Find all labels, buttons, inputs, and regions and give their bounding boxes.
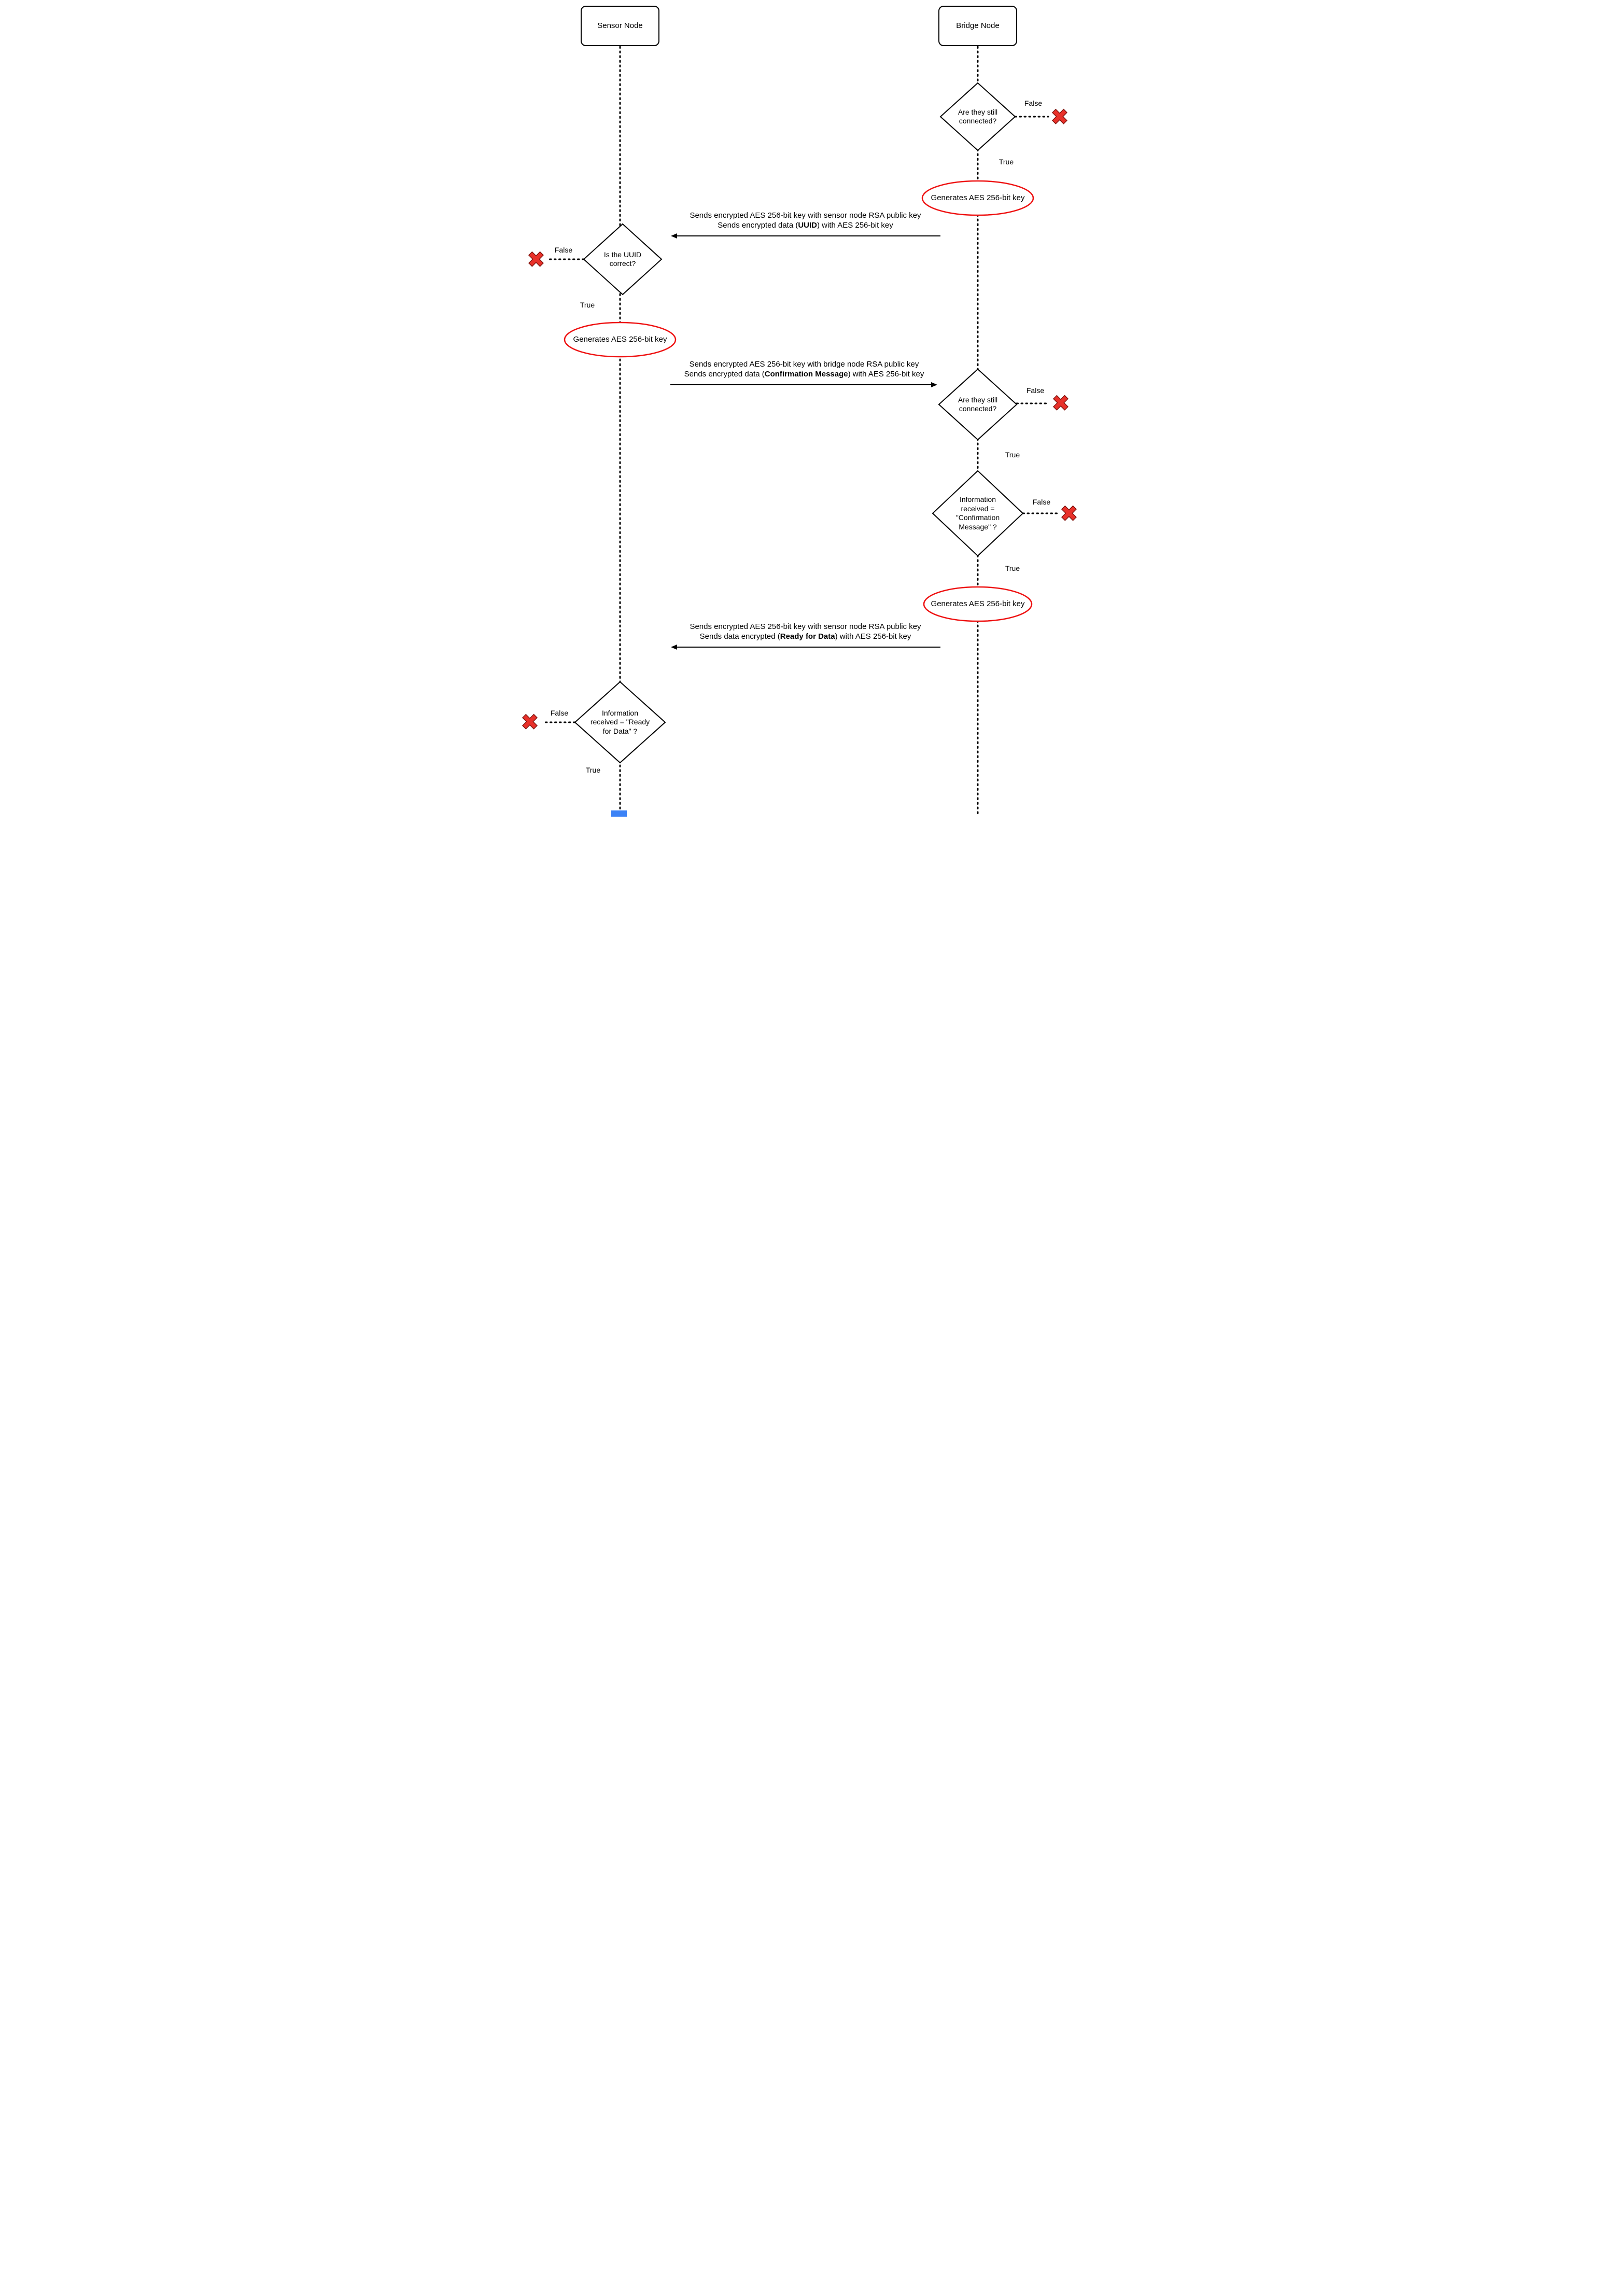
message-2-line-2: Sends encrypted data (Confirmation Message) with AES 256-bit key [684,369,924,379]
process-label-bridge-keygen-1: Generates AES 256-bit key [931,193,1025,202]
message-3-line-2: Sends data encrypted (Ready for Data) with AES 256-bit key [699,632,911,641]
message-2-line-1: Sends encrypted AES 256-bit key with bridge node RSA public key [689,360,919,369]
false-label-bridge-connected-1: False [1024,99,1043,107]
message-label-3 [656,622,954,642]
x-mark-icon: ✖ [1051,390,1070,416]
message-3-line-1: Sends encrypted AES 256-bit key with sensor node RSA public key [690,622,921,631]
blue-artifact [611,810,627,817]
process-label-bridge-keygen-2: Generates AES 256-bit key [931,599,1025,608]
decision-label-ready-received: Information received = "Ready for Data" ? [590,708,650,735]
false-label-confirmation-received: False [1032,498,1051,506]
message-1-line-1: Sends encrypted AES 256-bit key with sensor node RSA public key [690,211,921,220]
actor-label-sensor: Sensor Node [597,21,643,30]
process-label-sensor-keygen: Generates AES 256-bit key [573,335,667,344]
true-label-bridge-connected-1: True [999,158,1014,166]
false-label-ready-received: False [550,709,569,717]
false-label-uuid-correct: False [554,246,573,254]
decision-label-uuid-correct: Is the UUID correct? [603,250,642,268]
x-mark-icon: ✖ [1050,104,1069,130]
x-mark-icon: ✖ [527,247,545,272]
message-label-2 [659,360,949,380]
decision-label-confirmation-received: Information received = "Confirmation Message" ? [955,495,1000,531]
true-label-ready-received: True [585,766,601,774]
true-label-bridge-connected-2: True [1005,451,1020,459]
sequence-flow-diagram [516,0,1087,817]
actor-label-bridge: Bridge Node [956,21,1000,30]
x-mark-icon: ✖ [1060,501,1078,526]
decision-label-bridge-connected-1: Are they still connected? [958,107,998,125]
x-mark-icon: ✖ [521,709,539,735]
message-1-line-2: Sends encrypted data (UUID) with AES 256-bit key [718,220,893,230]
true-label-confirmation-received: True [1005,564,1020,572]
decision-label-bridge-connected-2: Are they still connected? [958,395,998,413]
message-label-1 [656,211,954,231]
true-label-uuid-correct: True [580,301,595,309]
false-label-bridge-connected-2: False [1026,386,1045,395]
